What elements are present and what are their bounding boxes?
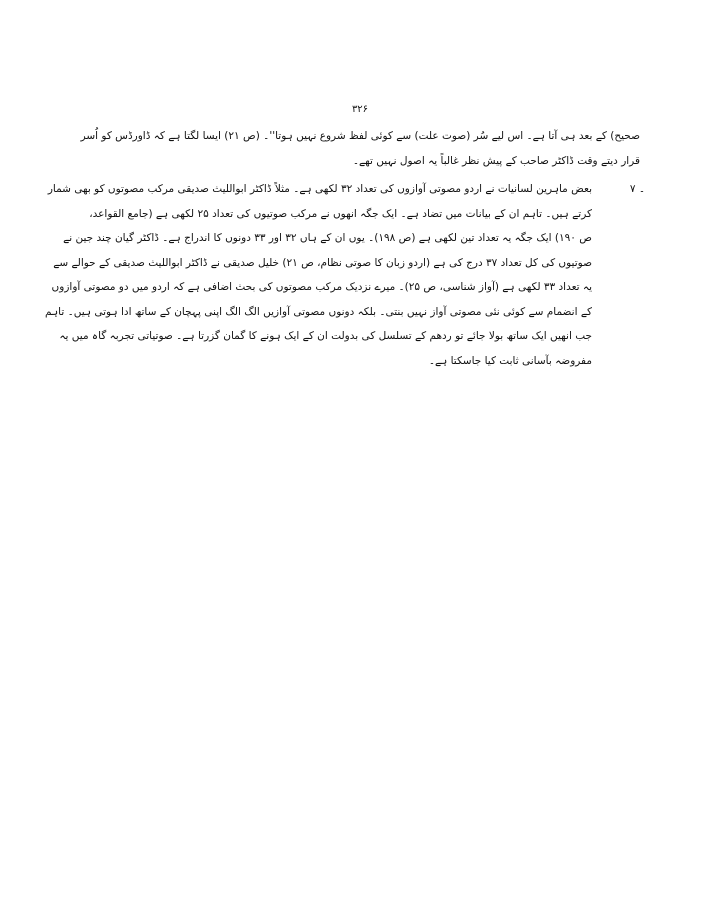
intro-line: صحیح) کے بعد ہی آتا ہے۔ اس لیے سُر (صوت علت) سے کوئی لفظ شروع نہیں ہوتا''۔ (ص ۲۱) ایسا لگتا ہے کہ ڈاورڈس کو اُسر [80, 130, 640, 142]
footnote-line: کے انضمام سے کوئی نئی مصوتی آواز نہیں بنتی۔ بلکہ دونوں مصوتی آوازیں الگ الگ اپنی پہچان کے ساتھ ادا ہوتی ہیں۔ تاہم [44, 305, 592, 318]
footnote-line: صوتیوں کی کل تعداد ۳۷ درج کی ہے (اردو زبان کا صوتی نظام، ص ۲۱) خلیل صدیقی نے ڈاکٹر ابواللیث صدیقی کے حوالے سے [53, 256, 592, 269]
intro-line: قرار دیتے وقت ڈاکٹر صاحب کے پیش نظر غالباً یہ اصول نہیں تھے۔ [352, 154, 640, 167]
footnote-line: کرتے ہیں۔ تاہم ان کے بیانات میں تضاد ہے۔ ایک جگہ انھوں نے مرکب صوتیوں کی تعداد ۲۵ لکھی ہے (جامع القواعد، [89, 207, 592, 220]
intro-paragraph [80, 124, 640, 173]
footnote-line: بعض ماہرین لسانیات نے اردو مصوتی آوازوں کی تعداد ۳۲ لکھی ہے۔ مثلاً ڈاکٹر ابواللیث صدیقی مرکب مصوتوں کو بھی شمار [47, 183, 592, 195]
footnote-number: ۔ ۷ [629, 183, 645, 195]
footnote-line: مفروضہ بآسانی ثابت کیا جاسکتا ہے۔ [428, 354, 592, 367]
page-number: ۳۲۶ [351, 104, 369, 115]
footnote-paragraph [44, 177, 592, 373]
footnote-line: یہ تعداد ۳۳ لکھی ہے (آواز شناسی، ص ۲۵)۔ میرے نزدیک مرکب مصوتوں کی بحث اضافی ہے کہ اردو میں دو مصوتی آوازوں [51, 281, 592, 293]
footnote-line: ص ۱۹۰) ایک جگہ یہ تعداد تین لکھی ہے (ص ۱۹۸)۔ یوں ان کے ہاں ۳۲ اور ۳۳ دونوں کا اندراج ہے۔ ڈاکٹر گیان چند جین نے [63, 232, 592, 244]
footnote-line: جب انھیں ایک ساتھ بولا جائے تو ردھم کے تسلسل کی بدولت ان کے ایک ہونے کا گمان گزرتا ہے۔ صوتیاتی تجربہ گاہ میں یہ [59, 330, 592, 342]
